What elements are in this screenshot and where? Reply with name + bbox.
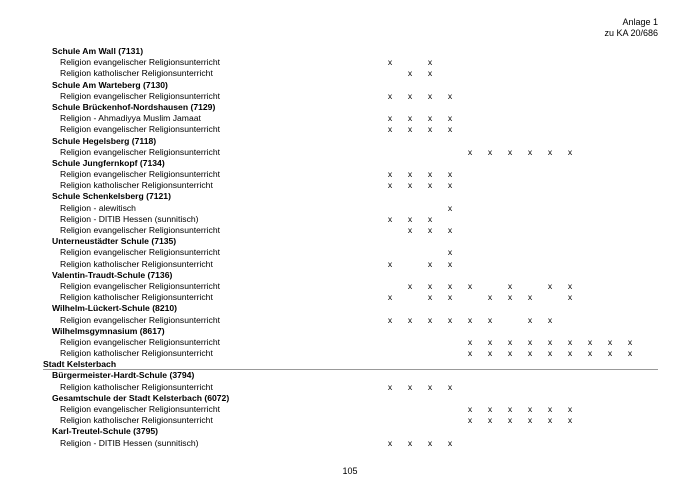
school-heading [0,393,700,404]
offered-mark: x [407,381,413,392]
district-name: Stadt Kelsterbach [43,359,117,370]
offered-mark: x [567,415,573,426]
offered-mark: x [507,280,513,291]
religion-label: Religion katholischer Religionsunterricht [60,258,213,269]
religion-row [0,214,700,225]
religion-row [0,337,700,348]
religion-label: Religion evangelischer Religionsunterricht [60,225,221,235]
religion-row [0,415,700,426]
offered-mark: x [527,404,533,414]
religion-row [0,68,700,79]
school-heading [0,102,700,113]
offered-mark: x [387,180,393,191]
offered-mark: x [467,404,473,414]
annex-reference [604,17,658,39]
school-heading [0,326,700,337]
offered-mark: x [447,292,453,303]
offered-mark: x [387,90,393,101]
offered-mark: x [407,180,413,191]
offered-mark: x [487,336,493,347]
annex-label: Anlage 1 [622,17,658,27]
offered-mark: x [527,415,533,426]
school-name: Schule Am Warteberg (7130) [52,79,168,90]
offered-mark: x [387,437,393,448]
offered-mark: x [427,68,433,79]
offered-mark: x [447,113,453,124]
offered-mark: x [427,90,433,101]
religion-label: Religion katholischer Religionsunterricht [60,415,213,426]
school-heading [0,370,700,381]
school-name: Wilhelmsgymnasium (8617) [52,325,165,336]
school-heading [0,303,700,314]
religion-label: Religion evangelischer Religionsunterricht [60,57,221,68]
religion-label: Religion - alewitisch [60,202,136,213]
offered-mark: x [467,415,473,426]
offered-mark: x [487,146,493,157]
offered-mark: x [387,292,393,303]
offered-mark: x [547,415,553,426]
offered-mark: x [447,280,453,291]
offered-mark: x [427,381,433,392]
school-name: Schule Hegelsberg (7118) [52,135,157,146]
school-heading [0,426,700,437]
offered-mark: x [527,336,533,347]
religion-row [0,180,700,191]
religion-label: Religion evangelischer Religionsunterricht [60,169,221,180]
offered-mark: x [527,348,533,359]
offered-mark: x [547,280,553,291]
offered-mark: x [427,292,433,303]
offered-mark: x [427,314,433,325]
offered-mark: x [547,348,553,359]
offered-mark: x [407,169,413,180]
religion-row [0,113,700,124]
offered-mark: x [547,314,553,325]
offered-mark: x [447,124,453,135]
offered-mark: x [587,336,593,347]
offered-mark: x [527,292,533,303]
offered-mark: x [567,292,573,303]
offered-mark: x [607,348,613,359]
school-name: Unterneustädter Schule (7135) [52,236,177,247]
offered-mark: x [627,336,633,347]
religion-row [0,259,700,270]
offered-mark: x [427,437,433,448]
offered-mark: x [507,348,513,359]
religion-label: Religion katholischer Religionsunterricht [60,180,213,191]
religion-label: Religion evangelischer Religionsunterricht [60,247,221,258]
offered-mark: x [447,180,453,191]
religion-row [0,281,700,292]
offered-mark: x [407,113,413,124]
offered-mark: x [447,225,453,235]
religion-row [0,404,700,415]
district-heading [0,359,700,370]
offered-mark: x [387,113,393,124]
offered-mark: x [587,348,593,359]
school-name: Gesamtschule der Stadt Kelsterbach (6072) [52,392,230,403]
offered-mark: x [567,348,573,359]
offered-mark: x [467,348,473,359]
religion-label: Religion - Ahmadiyya Muslim Jamaat [60,113,201,124]
offered-mark: x [427,180,433,191]
offered-mark: x [447,314,453,325]
offered-mark: x [387,381,393,392]
school-name: Valentin-Traudt-Schule (7136) [52,269,173,280]
offered-mark: x [407,314,413,325]
offered-mark: x [507,146,513,157]
offered-mark: x [447,258,453,269]
religion-row [0,124,700,135]
school-heading [0,158,700,169]
offered-mark: x [427,213,433,224]
school-heading [0,80,700,91]
religion-row [0,91,700,102]
offered-mark: x [427,113,433,124]
offered-mark: x [487,415,493,426]
religion-label: Religion - DITIB Hessen (sunnitisch) [60,437,199,448]
religion-row [0,292,700,303]
religion-row [0,438,700,449]
offered-mark: x [427,280,433,291]
school-religion-table [0,46,700,449]
religion-label: Religion katholischer Religionsunterricht [60,292,213,303]
school-name: Schule Am Wall (7131) [52,46,144,56]
offered-mark: x [387,213,393,224]
school-name: Karl-Treutel-Schule (3795) [52,426,159,437]
offered-mark: x [427,57,433,68]
school-heading [0,270,700,281]
religion-label: Religion evangelischer Religionsunterricht [60,124,221,135]
religion-label: Religion evangelischer Religionsunterricht [60,314,221,325]
offered-mark: x [447,90,453,101]
offered-mark: x [547,336,553,347]
offered-mark: x [487,348,493,359]
religion-row [0,225,700,236]
school-name: Bürgermeister-Hardt-Schule (3794) [52,370,195,381]
religion-row [0,203,700,214]
offered-mark: x [487,314,493,325]
religion-label: Religion evangelischer Religionsunterricht [60,336,221,347]
offered-mark: x [407,225,413,235]
school-heading [0,136,700,147]
offered-mark: x [447,381,453,392]
offered-mark: x [507,336,513,347]
offered-mark: x [507,404,513,414]
offered-mark: x [387,314,393,325]
offered-mark: x [627,348,633,359]
offered-mark: x [567,146,573,157]
offered-mark: x [427,225,433,235]
offered-mark: x [447,169,453,180]
school-name: Wilhelm-Lückert-Schule (8210) [52,303,178,314]
offered-mark: x [547,146,553,157]
offered-mark: x [407,90,413,101]
religion-row [0,247,700,258]
religion-label: Religion evangelischer Religionsunterricht [60,404,221,414]
annex-document-ref: zu KA 20/686 [604,28,658,38]
offered-mark: x [467,146,473,157]
religion-row [0,348,700,359]
offered-mark: x [387,57,393,68]
offered-mark: x [407,213,413,224]
offered-mark: x [467,336,473,347]
offered-mark: x [507,415,513,426]
page-number: 105 [342,466,358,476]
offered-mark: x [427,258,433,269]
offered-mark: x [467,280,473,291]
offered-mark: x [447,437,453,448]
school-heading [0,46,700,57]
religion-row [0,169,700,180]
offered-mark: x [567,404,573,414]
school-name: Schule Schenkelsberg (7121) [52,191,171,202]
offered-mark: x [387,258,393,269]
offered-mark: x [407,124,413,135]
offered-mark: x [567,280,573,291]
school-name: Schule Jungfernkopf (7134) [52,157,165,168]
religion-label: Religion katholischer Religionsunterricht [60,348,213,359]
offered-mark: x [607,336,613,347]
offered-mark: x [467,314,473,325]
offered-mark: x [487,292,493,303]
offered-mark: x [407,280,413,291]
religion-label: Religion evangelischer Religionsunterricht [60,280,221,291]
offered-mark: x [527,314,533,325]
offered-mark: x [547,404,553,414]
offered-mark: x [407,437,413,448]
offered-mark: x [507,292,513,303]
offered-mark: x [567,336,573,347]
religion-row [0,147,700,158]
offered-mark: x [447,247,453,258]
offered-mark: x [387,124,393,135]
offered-mark: x [427,169,433,180]
school-heading [0,236,700,247]
offered-mark: x [407,68,413,79]
school-name: Schule Brückenhof-Nordshausen (7129) [52,101,216,112]
religion-row [0,382,700,393]
religion-label: Religion katholischer Religionsunterricht [60,68,213,79]
religion-row [0,315,700,326]
religion-label: Religion evangelischer Religionsunterricht [60,146,221,157]
religion-label: Religion katholischer Religionsunterricht [60,381,213,392]
offered-mark: x [447,202,453,213]
offered-mark: x [427,124,433,135]
offered-mark: x [487,404,493,414]
offered-mark: x [527,146,533,157]
school-heading [0,191,700,202]
religion-label: Religion - DITIB Hessen (sunnitisch) [60,213,199,224]
religion-label: Religion evangelischer Religionsunterricht [60,90,221,101]
offered-mark: x [387,169,393,180]
religion-row [0,57,700,68]
